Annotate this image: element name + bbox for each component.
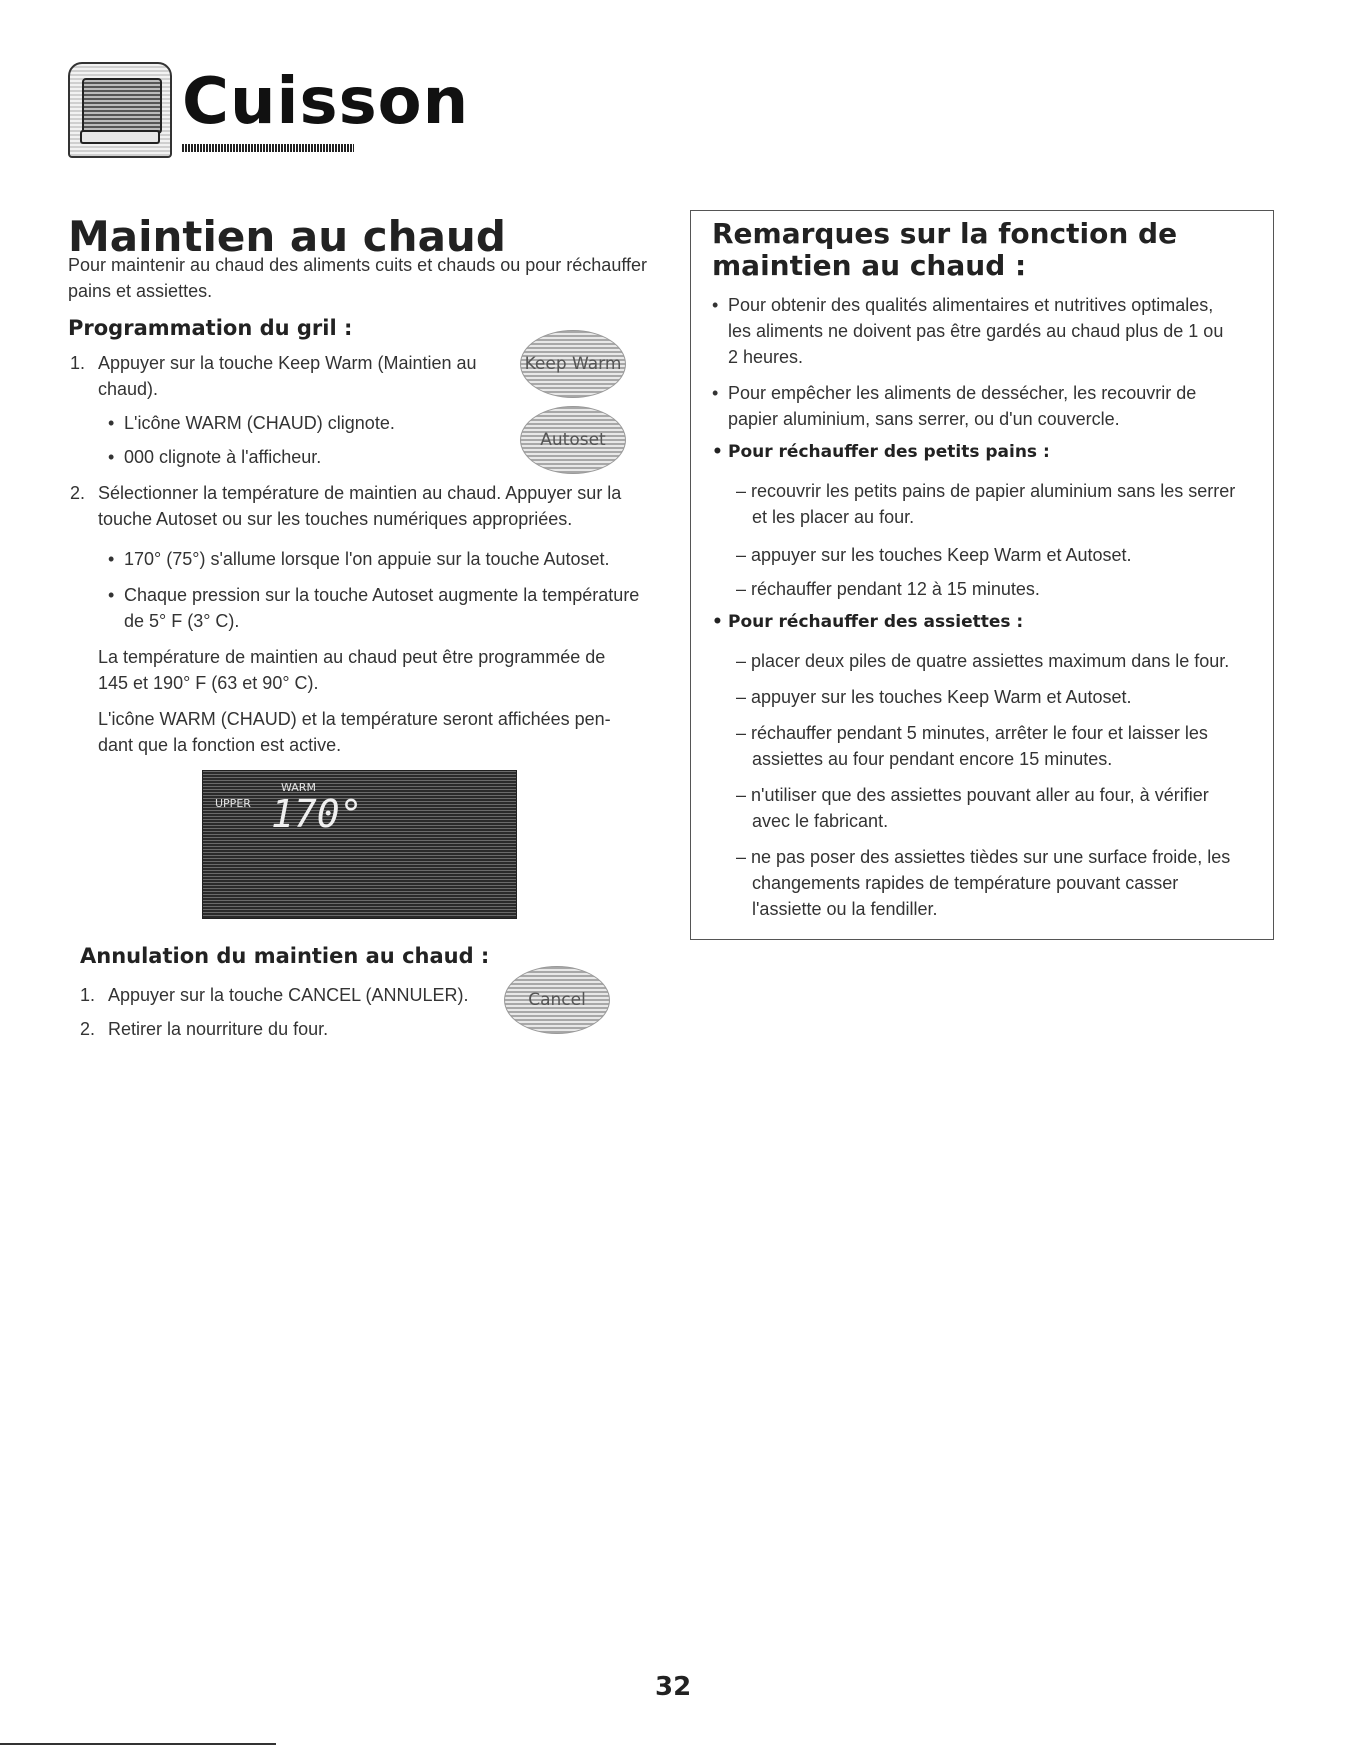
plates-dash-5-cont: l'assiette ou la fendiller.: [752, 899, 938, 919]
notes-title: Remarques sur la fonction de maintien au chaud :: [712, 217, 1178, 282]
bullet-text: 170° (75°) s'allume lorsque l'on appuie sur la touche Autoset.: [124, 549, 610, 569]
plates-dash-1: – placer deux piles de quatre assiettes maximum dans le four.: [736, 651, 1230, 671]
autoset-key-icon: Autoset: [520, 406, 626, 474]
step-number: 1.: [80, 985, 96, 1005]
dash-text: recouvrir les petits pains de papier aluminium sans les serrer: [751, 481, 1236, 501]
step-text-cont: chaud).: [98, 379, 159, 399]
step-text: Appuyer sur la touche Keep Warm (Maintien au: [98, 353, 477, 373]
section-title: Cuisson: [182, 65, 470, 139]
cancel-key-icon: Cancel: [504, 966, 610, 1034]
plates-dash-4-cont: avec le fabricant.: [752, 811, 889, 831]
bullet-dot: •: [712, 612, 723, 632]
step-text: Appuyer sur la touche CANCEL (ANNULER).: [108, 985, 469, 1005]
dash-text: ne pas poser des assiettes tièdes sur une surface froide, les: [751, 847, 1231, 867]
range-note-line1: La température de maintien au chaud peut être programmée de: [98, 647, 606, 667]
bullet-text: 000 clignote à l'afficheur.: [124, 447, 322, 467]
upper-indicator: UPPER: [215, 797, 251, 810]
step-number: 1.: [70, 353, 86, 373]
step-number: 2.: [80, 1019, 96, 1039]
warm-indicator: WARM: [281, 781, 316, 794]
dash-text: réchauffer pendant 12 à 15 minutes.: [751, 579, 1040, 599]
note-1-cont: les aliments ne doivent pas être gardés au chaud plus de 1 ou: [728, 321, 1224, 341]
plates-dash-5: – ne pas poser des assiettes tièdes sur une surface froide, les: [736, 847, 1231, 867]
dash-text: placer deux piles de quatre assiettes maximum dans le four.: [751, 651, 1230, 671]
step-text-cont: touche Autoset ou sur les touches numériques appropriées.: [98, 509, 573, 529]
dash-text: réchauffer pendant 5 minutes, arrêter le four et laisser les: [751, 723, 1208, 743]
step-text: Retirer la nourriture du four.: [108, 1019, 329, 1039]
dash-text: n'utiliser que des assiettes pouvant aller au four, à vérifier: [751, 785, 1209, 805]
rolls-dash-1-cont: et les placer au four.: [752, 507, 915, 527]
step-text: Sélectionner la température de maintien au chaud. Appuyer sur la: [98, 483, 622, 503]
bullet-dot: •: [108, 413, 115, 433]
rolls-dash-3: – réchauffer pendant 12 à 15 minutes.: [736, 579, 1040, 599]
keep-warm-key-icon: Keep Warm: [520, 330, 626, 398]
dash-text: appuyer sur les touches Keep Warm et Autoset.: [751, 545, 1132, 565]
display-note-line1: L'icône WARM (CHAUD) et la température seront affichées pen-: [98, 709, 611, 729]
plates-dash-3: – réchauffer pendant 5 minutes, arrêter le four et laisser les: [736, 723, 1208, 743]
cancel-heading: Annulation du maintien au chaud :: [80, 944, 490, 968]
plates-dash-5-cont: changements rapides de température pouvant casser: [752, 873, 1179, 893]
plates-dash-4: – n'utiliser que des assiettes pouvant aller au four, à vérifier: [736, 785, 1209, 805]
rolls-dash-2: – appuyer sur les touches Keep Warm et Autoset.: [736, 545, 1132, 565]
programming-heading: Programmation du gril :: [68, 316, 353, 340]
intro-text: Pour maintenir au chaud des aliments cuits et chauds ou pour réchauffer pains et assiettes.: [68, 255, 648, 301]
bullet-dot: •: [108, 585, 115, 605]
page-title: Maintien au chaud: [68, 212, 506, 261]
dash-text: appuyer sur les touches Keep Warm et Autoset.: [751, 687, 1132, 707]
oven-handle: [80, 130, 160, 144]
footer-rule: [0, 1743, 276, 1745]
header-rule: [182, 144, 354, 152]
step-number: 2.: [70, 483, 86, 503]
bullet-dot: •: [712, 383, 719, 403]
oven-display: [202, 770, 517, 919]
rolls-dash-1: – recouvrir les petits pains de papier aluminium sans les serrer: [736, 481, 1236, 501]
bullet-dot: •: [712, 442, 723, 462]
bullet-text-cont: de 5° F (3° C).: [124, 611, 240, 631]
bullet-text: Chaque pression sur la touche Autoset augmente la température: [124, 585, 640, 605]
oven-window: [82, 78, 162, 134]
note-1-cont: 2 heures.: [728, 347, 804, 367]
plates-dash-2: – appuyer sur les touches Keep Warm et Autoset.: [736, 687, 1132, 707]
display-note-line2: dant que la fonction est active.: [98, 735, 342, 755]
bullet-dot: •: [108, 447, 115, 467]
note-2-cont: papier aluminium, sans serrer, ou d'un couvercle.: [728, 409, 1120, 429]
bullet-text: Pour empêcher les aliments de dessécher, les recouvrir de: [728, 383, 1197, 403]
bullet-text: Pour réchauffer des petits pains :: [728, 442, 1050, 462]
bullet-text: Pour réchauffer des assiettes :: [728, 612, 1024, 632]
bullet-dot: •: [712, 295, 719, 315]
range-note-line2: 145 et 190° F (63 et 90° C).: [98, 673, 319, 693]
bullet-dot: •: [108, 549, 115, 569]
temperature-readout: 170°: [271, 792, 363, 836]
oven-icon: [68, 62, 172, 158]
page-number: 32: [655, 1672, 692, 1702]
bullet-text: Pour obtenir des qualités alimentaires et nutritives optimales,: [728, 295, 1214, 315]
bullet-text: L'icône WARM (CHAUD) clignote.: [124, 413, 395, 433]
plates-dash-3-cont: assiettes au four pendant encore 15 minutes.: [752, 749, 1113, 769]
